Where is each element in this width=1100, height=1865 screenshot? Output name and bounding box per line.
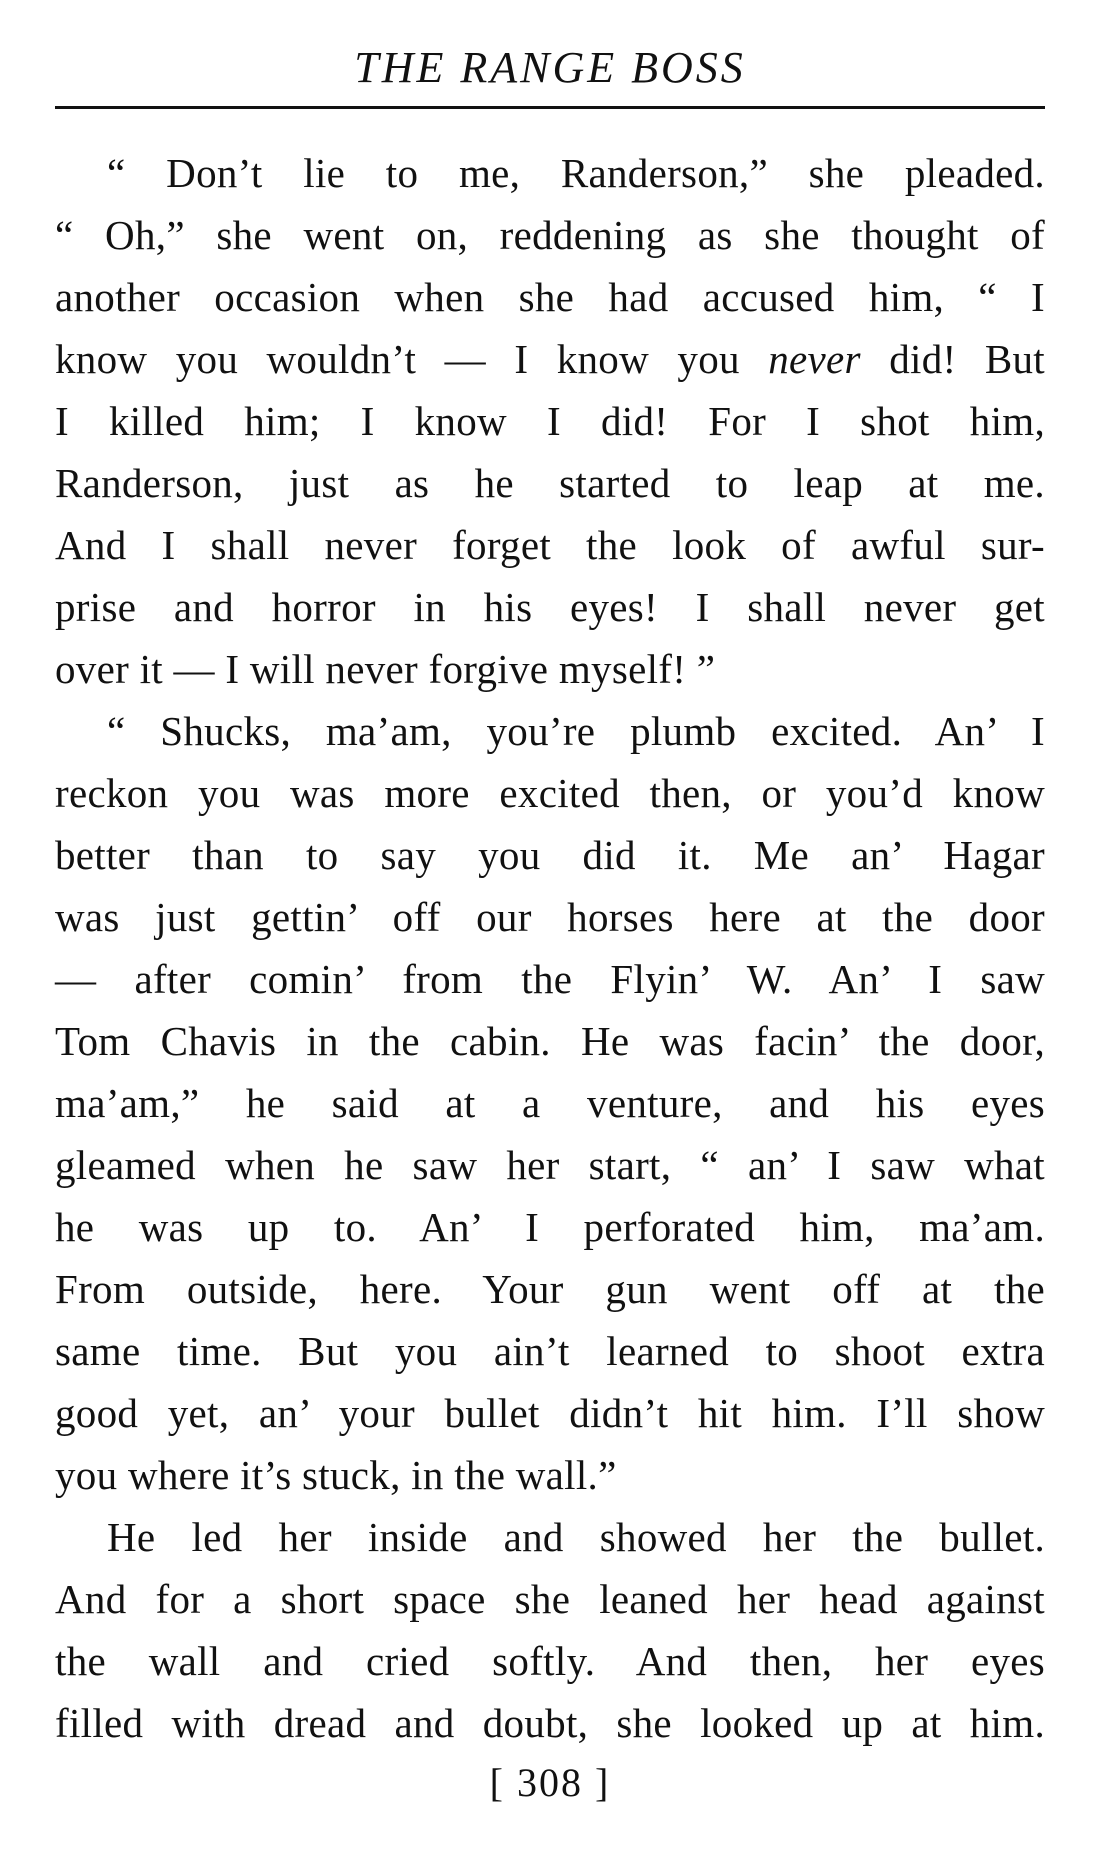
text-line: same time. But you ain’t learned to shoot extra [55, 1328, 1045, 1374]
running-head: THE RANGE BOSS [354, 43, 746, 92]
text-line: He led her inside and showed her the bullet. [107, 1514, 1045, 1560]
text-line: “ Shucks, ma’am, you’re plumb excited. An’ I [107, 708, 1045, 754]
text-line: filled with dread and doubt, she looked up at him. [55, 1700, 1045, 1746]
text-line: over it — I will never forgive myself! ” [55, 646, 716, 692]
text-line: prise and horror in his eyes! I shall never get [55, 584, 1045, 630]
text-line: reckon you was more excited then, or you’d know [55, 770, 1045, 816]
text-line: I killed him; I know I did! For I shot him, [55, 398, 1045, 444]
text-line: was just gettin’ off our horses here at the door [55, 894, 1045, 940]
text-line: ma’am,” he said at a venture, and his eyes [55, 1080, 1045, 1126]
text-line: And I shall never forget the look of awful sur- [55, 522, 1045, 568]
emphasis: never [768, 336, 861, 382]
text-line: you where it’s stuck, in the wall.” [55, 1452, 617, 1498]
text-line: — after comin’ from the Flyin’ W. An’ I saw [55, 956, 1045, 1002]
text-line: good yet, an’ your bullet didn’t hit him. I’ll show [55, 1390, 1045, 1436]
paragraph-2 [55, 700, 1045, 1506]
text-line: he was up to. An’ I perforated him, ma’am. [55, 1204, 1045, 1250]
text-line: Tom Chavis in the cabin. He was facin’ the door, [55, 1018, 1045, 1064]
text-line: better than to say you did it. Me an’ Hagar [55, 832, 1045, 878]
paragraph-3 [55, 1506, 1045, 1754]
text-line: “ Oh,” she went on, reddening as she thought of [55, 212, 1045, 258]
text-line: “ Don’t lie to me, Randerson,” she pleaded. [107, 150, 1045, 196]
text-line: gleamed when he saw her start, “ an’ I saw what [55, 1142, 1045, 1188]
body-text [55, 142, 1045, 1754]
text-line: Randerson, just as he started to leap at me. [55, 460, 1045, 506]
text-line: the wall and cried softly. And then, her eyes [55, 1638, 1045, 1684]
text-line: another occasion when she had accused him, “ I [55, 274, 1045, 320]
text-line: From outside, here. Your gun went off at the [55, 1266, 1045, 1312]
text-line: And for a short space she leaned her head against [55, 1576, 1045, 1622]
page-number: [ 308 ] [489, 1760, 611, 1805]
paragraph-1 [55, 142, 1045, 700]
text-line: know you wouldn’t — I know you never did! But [55, 336, 1045, 382]
header-rule [55, 106, 1045, 109]
